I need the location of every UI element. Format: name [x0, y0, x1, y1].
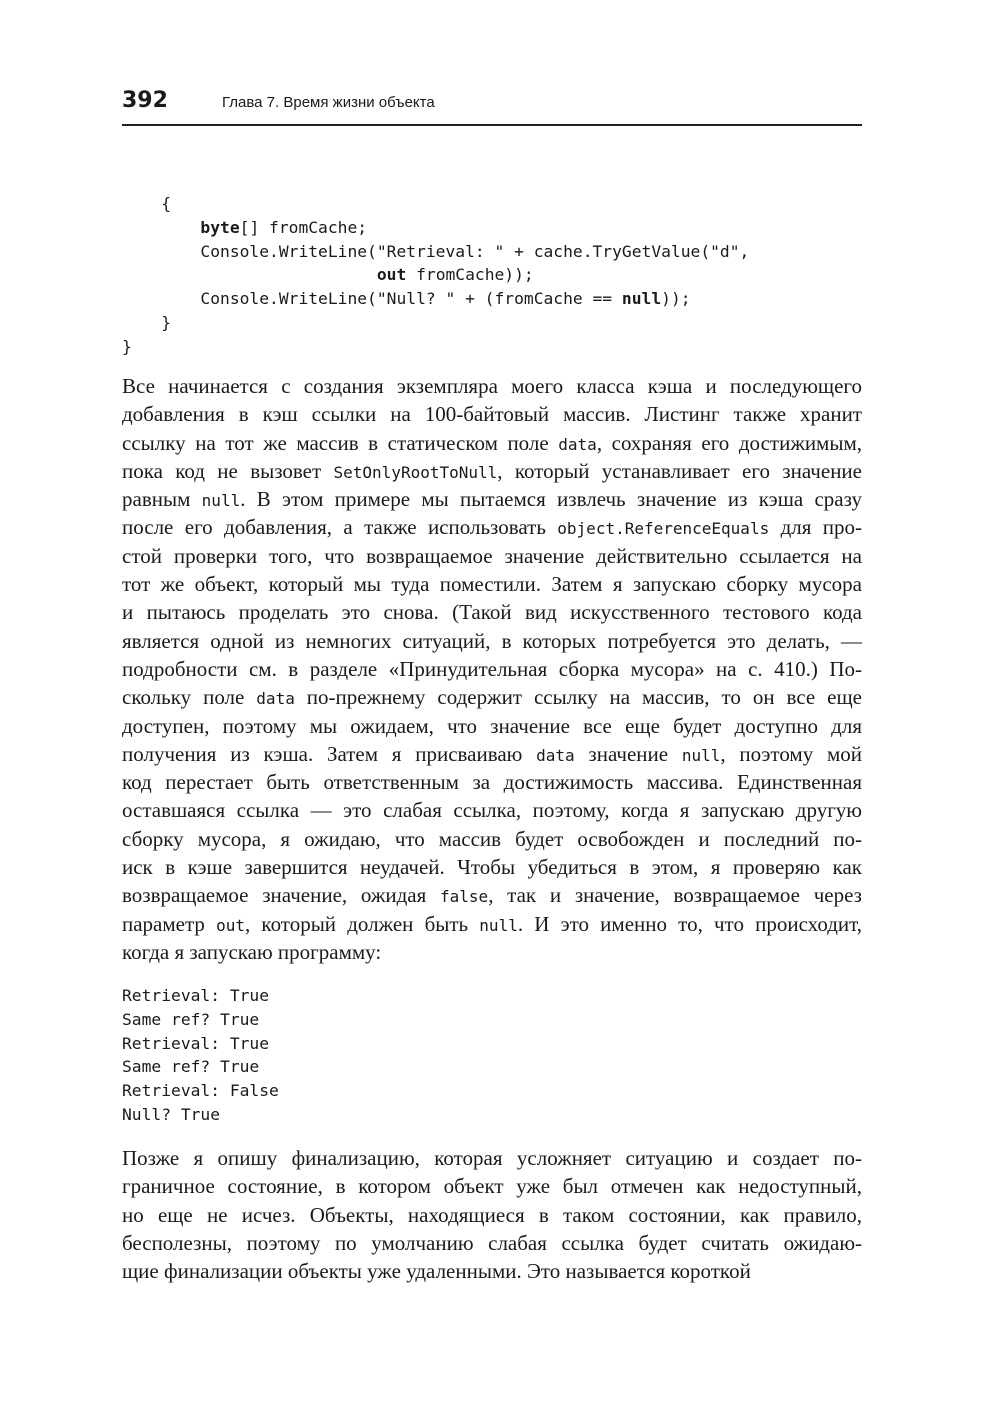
inline-code: null: [479, 915, 518, 935]
text-line: получения из кэша. Затем я присваиваю data значение null, поэтому мой: [122, 741, 862, 766]
inline-code: SetOnlyRootToNull: [333, 462, 498, 482]
text-line: стой проверки того, что возвращаемое значение действительно ссылается на: [122, 543, 862, 568]
text-line: сборку мусора, я ожидаю, что массив будет освобожден и последний по-: [122, 826, 862, 851]
text-line: Все начинается с создания экземпляра моего класса кэша и последующего: [122, 374, 862, 398]
text-line: бесполезны, поэтому по умолчанию слабая ссылка будет считать ожидаю-: [122, 1230, 862, 1255]
text-line: доступен, поэтому мы ожидаем, что значение все еще будет доступно для: [122, 713, 862, 738]
code-line: Console.WriteLine("Retrieval: " + cache.TryGetValue("d",: [122, 241, 750, 261]
text-line: граничное состояние, в котором объект уже был отмечен как недоступный,: [122, 1174, 862, 1199]
code-listing: [122, 192, 749, 359]
text-line: Позже я опишу финализацию, которая усложняет ситуацию и создает по-: [122, 1146, 862, 1170]
text-line: после его добавления, а также использовать object.ReferenceEquals для про-: [122, 515, 862, 540]
output-line: Same ref? True: [122, 1009, 260, 1029]
inline-code: object.ReferenceEquals: [557, 519, 770, 539]
text-line: код перестает быть ответственным за достижимость массива. Единственная: [122, 770, 862, 795]
text-line: тот же объект, который мы туда поместили. Затем я запускаю сборку мусора: [122, 572, 862, 597]
inline-code: out: [216, 915, 246, 935]
text-line: скольку поле data по-прежнему содержит ссылку на массив, то он все еще: [122, 685, 862, 710]
page-number: 392: [122, 88, 168, 113]
text-line: щие финализации объекты уже удаленными. Это называется короткой: [122, 1259, 751, 1284]
output-line: Null? True: [122, 1104, 221, 1124]
code-line: Console.WriteLine("Null? " + (fromCache == null));: [122, 289, 691, 309]
text-line: добавления в кэш ссылки на 100-байтовый массив. Листинг также хранит: [122, 402, 862, 427]
code-line: out fromCache));: [376, 265, 534, 285]
text-line: и пытаюсь проделать это снова. (Такой вид искусственного тестового кода: [122, 600, 862, 625]
text-line: равным null. В этом примере мы пытаемся извлечь значение из кэша сразу: [122, 487, 862, 512]
code-line: }: [122, 336, 132, 356]
text-line: иск в кэше завершится неудачей. Чтобы убедиться в этом, я проверяю как: [122, 855, 862, 880]
code-line: }: [122, 312, 172, 332]
text-line: оставшаяся ссылка — это слабая ссылка, поэтому, когда я запускаю другую: [122, 798, 862, 823]
output-line: Same ref? True: [122, 1057, 260, 1077]
inline-code: null: [201, 491, 241, 511]
paragraph-finalization: [122, 1144, 862, 1285]
output-line: Retrieval: True: [122, 986, 270, 1005]
paragraph-explanation: [122, 372, 862, 966]
text-line: когда я запускаю программу:: [122, 939, 382, 964]
program-output: [122, 984, 279, 1127]
text-line: параметр out, который должен быть null. И это именно то, что происходит,: [122, 911, 863, 936]
page-header: [122, 88, 862, 126]
inline-code: false: [440, 887, 489, 907]
inline-code: data: [536, 745, 575, 765]
inline-code: data: [256, 689, 295, 709]
code-line: {: [122, 194, 172, 213]
text-line: ссылку на тот же массив в статическом поле data, сохраняя его достижимым,: [122, 430, 862, 455]
text-line: возвращаемое значение, ожидая false, так и значение, возвращаемое через: [122, 883, 862, 908]
chapter-title: Глава 7. Время жизни объекта: [222, 94, 435, 111]
text-line: подробности см. в разделе «Принудительная сборка мусора» на с. 410.) По-: [122, 656, 862, 681]
text-line: является одной из немногих ситуаций, в которых потребуется это делать, —: [122, 628, 862, 653]
text-line: но еще не исчез. Объекты, находящиеся в таком состоянии, как правило,: [122, 1202, 862, 1227]
inline-code: null: [681, 745, 721, 765]
inline-code: data: [558, 434, 597, 454]
output-line: Retrieval: True: [122, 1033, 270, 1053]
text-line: пока код не вызовет SetOnlyRootToNull, который устанавливает его значение: [122, 458, 862, 483]
code-line: byte[] fromCache;: [200, 217, 368, 237]
output-line: Retrieval: False: [122, 1081, 279, 1101]
